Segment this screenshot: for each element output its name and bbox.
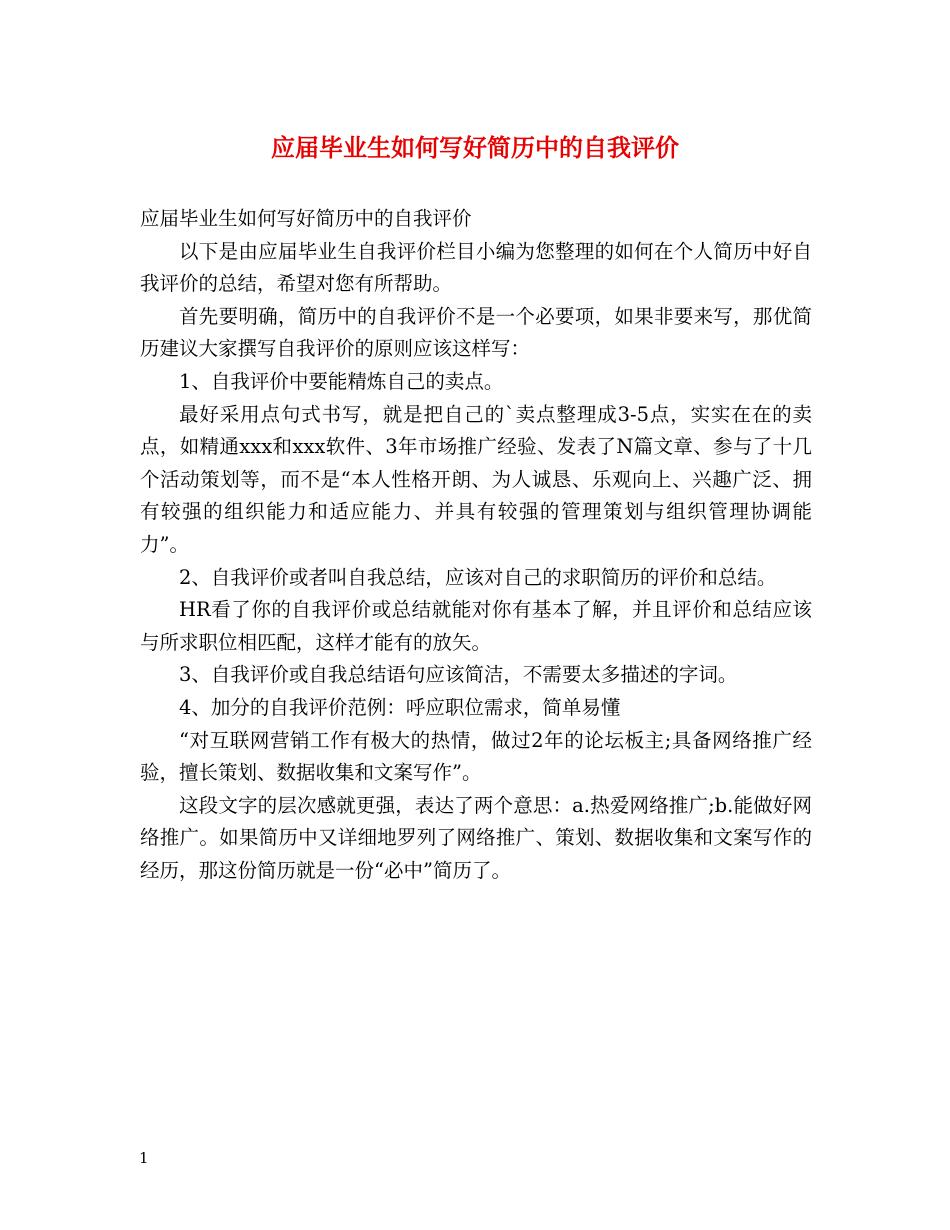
paragraph-point-4: 4、加分的自我评价范例：呼应职位需求，简单易懂 [179,695,621,719]
paragraph-point-2: 2、自我评价或者叫自我总结，应该对自己的求职简历的评价和总结。 [179,565,777,589]
document-body [140,203,812,887]
paragraph-intro: 以下是由应届毕业生自我评价栏目小编为您整理的如何在个人简历中好自我评价的总结，希望对您有所帮助。 [140,239,812,296]
paragraph-principle: 首先要明确，简历中的自我评价不是一个必要项，如果非要来写，那优简历建议大家撰写自我评价的原则应该这样写： [140,304,812,361]
paragraph-point-3: 3、自我评价或自我总结语句应该简洁，不需要太多描述的字词。 [179,663,738,687]
paragraph-conclusion: 这段文字的层次感就更强，表达了两个意思：a.热爱网络推广;b.能做好网络推广。如果简历中又详细地罗列了网络推广、策划、数据收集和文案写作的经历，那这份简历就是一份“必中”简历了。 [140,793,812,882]
paragraph-example-quote: “对互联网营销工作有极大的热情，做过2年的论坛板主;具备网络推广经验，擅长策划、数据收集和文案写作”。 [140,728,812,785]
paragraph-heading: 应届毕业生如何写好简历中的自我评价 [140,207,472,230]
paragraph-point-1-detail: 最好采用点句式书写，就是把自己的`卖点整理成3-5点，实实在在的卖点，如精通xxx和xxx软件、3年市场推广经验、发表了N篇文章、参与了十几个活动策划等，而不是“本人性格开朗、为人诚恳、乐观向上、兴趣广泛、拥有较强的组织能力和适应能力、并具有较强的管理策划与组织管理协调能力”。 [140,402,812,556]
paragraph-point-2-detail: HR看了你的自我评价或总结就能对你有基本了解，并且评价和总结应该与所求职位相匹配，这样才能有的放矢。 [140,598,812,654]
paragraph-point-1: 1、自我评价中要能精炼自己的卖点。 [179,369,504,393]
page-number: 1 [139,1149,149,1167]
document-title: 应届毕业生如何写好简历中的自我评价 [271,133,679,162]
